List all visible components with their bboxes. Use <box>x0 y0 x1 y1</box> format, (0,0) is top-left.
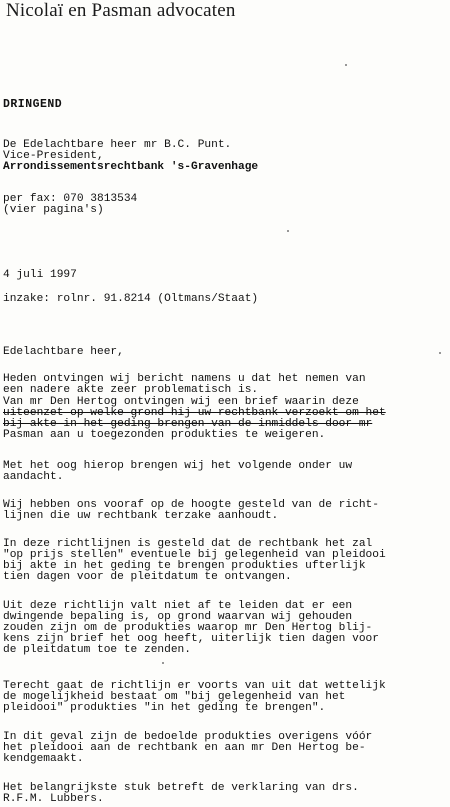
body-line: de mogelijkheid bestaat om "bij gelegenheid van het <box>3 691 346 703</box>
scan-speck <box>439 352 441 354</box>
addressee-court: Arrondissementsrechtbank 's-Gravenhage <box>3 161 259 173</box>
addressee-title: Vice-President, <box>3 150 104 162</box>
body-line: Van mr Den Hertog ontvingen wij een brief waarin deze <box>3 396 359 408</box>
body-line: Met het oog hierop brengen wij het volgende onder uw <box>3 460 353 472</box>
body-line: kens zijn brief het oog heeft, uiterlijk tien dagen voor <box>3 633 379 645</box>
letterhead-firm-name: Nicolaï en Pasman advocaten <box>6 0 236 21</box>
body-line: het pleidooi aan de rechtbank en aan mr Den Hertog be- <box>3 742 366 754</box>
body-line: Uit deze richtlijn valt niet af te leiden dat er een <box>3 600 353 612</box>
body-line: de pleitdatum toe te zenden. <box>3 644 191 656</box>
body-line: kendgemaakt. <box>3 753 84 765</box>
scan-speck <box>345 64 347 66</box>
body-line: Wij hebben ons vooraf op de hoogte gesteld van de richt- <box>3 499 379 511</box>
body-line: pleidooi" produkties "in het geding te brengen". <box>3 702 326 714</box>
page-count: (vier pagina's) <box>3 204 104 216</box>
scan-speck <box>287 230 289 232</box>
body-line: "op prijs stellen" eventuele bij gelegenheid van pleidooi <box>3 549 386 561</box>
fax-number: per fax: 070 3813534 <box>3 193 138 205</box>
body-line: In dit geval zijn de bedoelde produkties overigens vóór <box>3 731 373 743</box>
body-line: tien dagen voor de pleitdatum te ontvangen. <box>3 571 292 583</box>
body-line: bij akte in het geding brengen van de inmiddels door mr <box>3 418 373 430</box>
body-line: een nadere akte zeer problematisch is. <box>3 384 259 396</box>
body-line: Pasman aan u toegezonden produkties te weigeren. <box>3 429 326 441</box>
body-line: Heden ontvingen wij bericht namens u dat het nemen van <box>3 373 366 385</box>
urgent-heading: DRINGEND <box>3 98 63 111</box>
body-line: lijnen die uw rechtbank terzake aanhoudt. <box>3 510 279 522</box>
body-line: In deze richtlijnen is gesteld dat de rechtbank het zal <box>3 538 373 550</box>
body-line: zouden zijn om de produkties waarop mr Den Hertog blij- <box>3 622 373 634</box>
addressee-name: De Edelachtbare heer mr B.C. Punt. <box>3 139 232 151</box>
body-line: Het belangrijkste stuk betreft de verklaring van drs. <box>3 782 359 794</box>
body-line: uiteenzet op welke grond hij uw rechtbank verzoekt om het <box>3 407 386 419</box>
subject-line: inzake: rolnr. 91.8214 (Oltmans/Staat) <box>3 293 259 305</box>
salutation: Edelachtbare heer, <box>3 346 124 358</box>
body-line: aandacht. <box>3 471 64 483</box>
body-line: dwingende bepaling is, op grond waarvan wij gehouden <box>3 611 353 623</box>
body-line: Terecht gaat de richtlijn er voorts van uit dat wettelijk <box>3 680 386 692</box>
body-line: R.F.M. Lubbers. <box>3 793 104 805</box>
scan-speck <box>162 662 164 664</box>
letter-date: 4 juli 1997 <box>3 269 77 281</box>
body-line: bij akte in het geding te brengen produkties ufterlijk <box>3 560 366 572</box>
